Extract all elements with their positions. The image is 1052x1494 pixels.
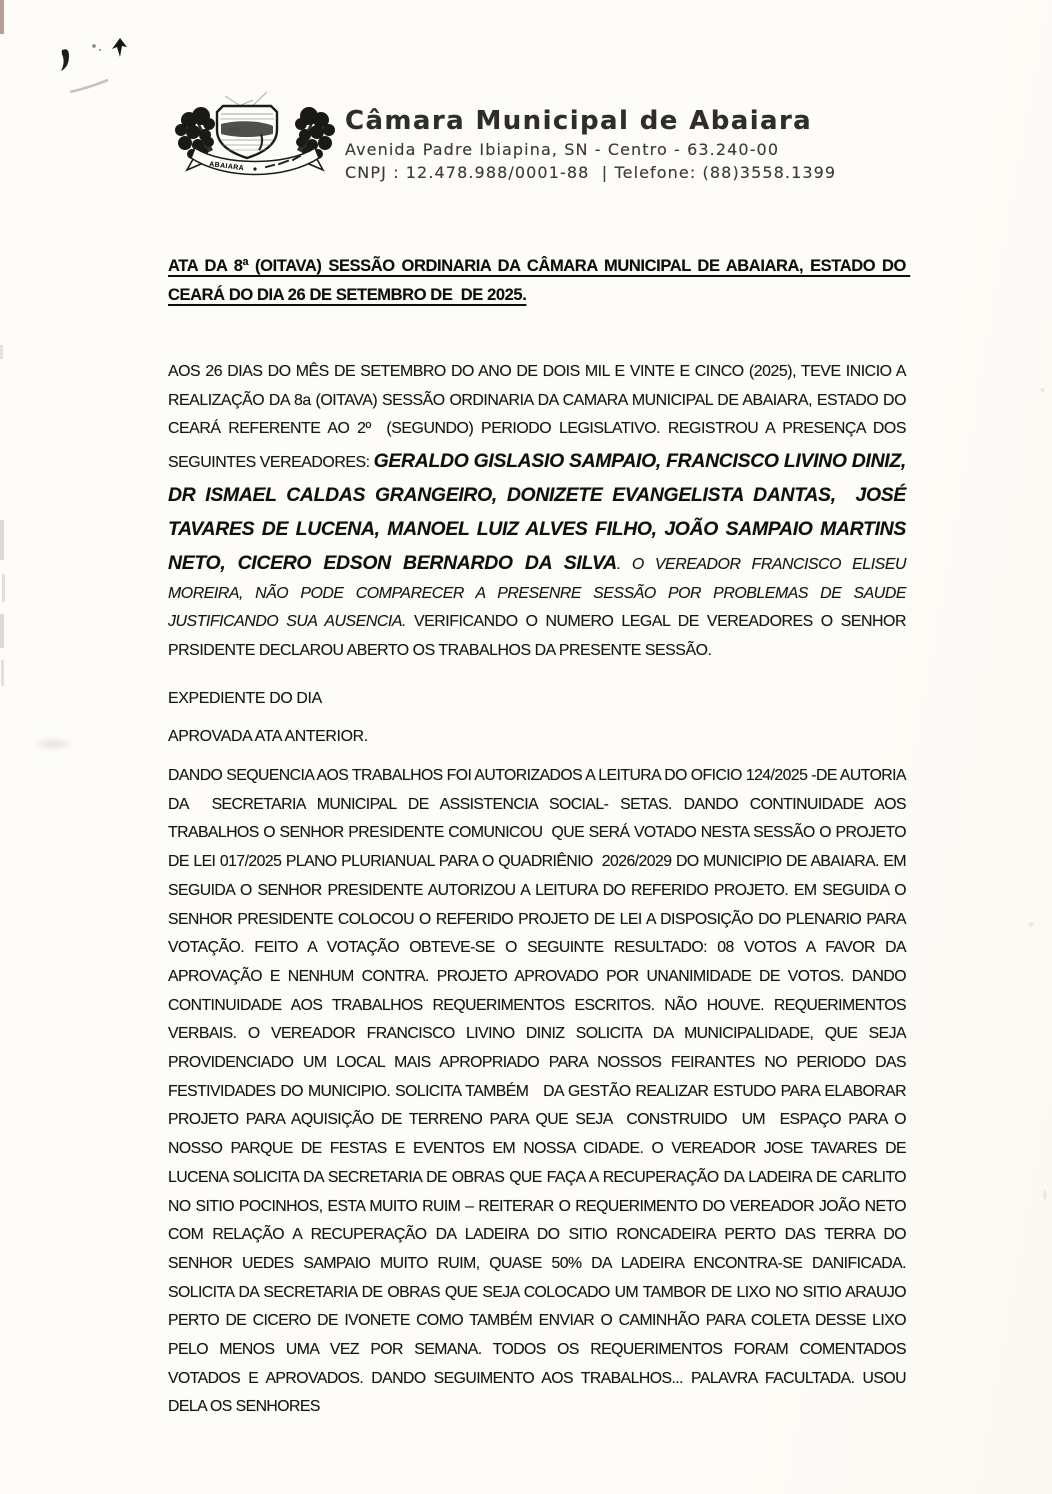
- document-title: ATA DA 8ª (OITAVA) SESSÃO ORDINARIA DA CÂMARA MUNICIPAL DE ABAIARA, ESTADO DO CEARÁ DO DIA 26 DE SETEMBRO DE DE 2025.: [168, 257, 911, 304]
- ink-dot: [99, 49, 101, 51]
- opening-paragraph: [168, 358, 912, 666]
- expediente-heading: EXPEDIENTE DO DIA: [168, 690, 322, 707]
- scan-edge-artifact: [0, 520, 4, 560]
- pencil-stroke: [70, 80, 108, 92]
- proceedings-paragraph: DANDO SEQUENCIA AOS TRABALHOS FOI AUTORIZADOS A LEITURA DO OFICIO 124/2025 -DE AUTORIA DA SECRETARIA MUNICIPAL DE ASSISTENCIA SOCIAL- SETAS. DANDO CONTINUIDADE AOS TRABALHOS O SENHOR PRESIDENTE COMUNICOU QUE SERÁ VOTADO NESTA SESSÃO O PROJETO DE LEI 017/2025 PLANO PLURIANUAL PARA O QUADRIÊNIO 2026/2029 DO MUNICIPIO DE ABAIARA. EM SEGUIDA O SENHOR PRESIDENTE AUTORIZOU A LEITURA DO REFERIDO PROJETO. EM SEGUIDA O SENHOR PRESIDENTE COLOCOU O REFERIDO PROJETO DE LEI A DISPOSIÇÃO DO PLENARIO PARA VOTAÇÃO. FEITO A VOTAÇÃO OBTEVE-SE O SEGUINTE RESULTADO: 08 VOTOS A FAVOR DA APROVAÇÃO E NENHUM CONTRA. PROJETO APROVADO POR UNANIMIDADE DE VOTOS. DANDO CONTINUIDADE AOS TRABALHOS REQUERIMENTOS ESCRITOS. NÃO HOUVE. REQUERIMENTOS VERBAIS. O VEREADOR FRANCISCO LIVINO DINIZ SOLICITA DA MUNICIPALIDADE, QUE SEJA PROVIDENCIADO UM LOCAL MAIS APROPRIADO PARA NOSSOS FEIRANTES NO PERIODO DAS FESTIVIDADES DO MUNICIPIO. SOLICITA TAMBÉM DA GESTÃO REALIZAR ESTUDO PARA ELABORAR PROJETO PARA AQUISIÇÃO DE TERRENO PARA QUE SEJA CONSTRUIDO UM ESPAÇO PARA O NOSSO PARQUE DE FESTAS E EVENTOS EM NOSSA CIDADE. O VEREADOR JOSE TAVARES DE LUCENA SOLICITA DA SECRETARIA DE OBRAS QUE FAÇA A RECUPERAÇÃO DA LADEIRA DE CARLITO NO SITIO POCINHOS, ESTA MUITO RUIM – REITERAR O REQUERIMENTO DO VEREADOR JOÃO NETO COM RELAÇÃO A RECUPERAÇÃO DA LADEIRA DO SITIO RONCADEIRA PERTO DAS TERRA DO SENHOR UEDES SAMPAIO MUITO RUIM, QUASE 50% DA LADEIRA ENCONTRA-SE DANIFICADA. SOLICITA DA SECRETARIA DE OBRAS QUE SEJA COLOCADO UM TAMBOR DE LIXO NO SITIO ARAUJO PERTO DE CICERO DE IVONETE COMO TAMBÉM ENVIAR O CAMINHÃO PARA COLETA DESSE LIXO PELO MENOS UMA VEZ POR SEMANA. TODOS OS REQUERIMENTOS FORAM COMENTADOS VOTADOS E APROVADOS. DANDO SEGUIMENTO AOS TRABALHOS... PALAVRA FACULTADA. USOU DELA OS SENHORES: [168, 767, 910, 1416]
- scan-edge-artifact: [0, 614, 4, 648]
- scan-edge-artifact: [0, 345, 3, 359]
- ata-anterior-status: APROVADA ATA ANTERIOR.: [168, 728, 368, 745]
- scan-speck: [1028, 922, 1034, 927]
- scan-edge-artifact: [1, 660, 4, 686]
- ink-smudge-marks: [48, 28, 158, 103]
- org-registration: CNPJ : 12.478.988/0001-88 | Telefone: (88)3558.1399: [345, 163, 837, 182]
- org-address: Avenida Padre Ibiapina, SN - Centro - 63.240-00: [345, 140, 780, 159]
- ink-dot: [92, 44, 95, 47]
- letterhead: [345, 106, 915, 182]
- scan-edge-artifact: [2, 574, 5, 602]
- crest-shield: [217, 106, 277, 158]
- crest-banner-text: ABAIARA: [208, 161, 245, 173]
- ink-smudge-arrow: [112, 38, 127, 57]
- opening-lead-text: AOS 26 DIAS DO MÊS DE SETEMBRO DO ANO DE DOIS MIL E VINTE E CINCO (2025), TEVE INICIO A REALIZAÇÃO DA 8a (OITAVA) SESSÃO ORDINARIA DA CAMARA MUNICIPAL DE ABAIARA, ESTADO DO CEARÁ REFERENTE AO 2º (SEGUNDO) PERIODO LEGISLATIVO. REGISTROU A PRESENÇA DOS SEGUINTES VEREADORES:: [168, 363, 910, 471]
- quorum-note: VERIFICANDO O NUMERO LEGAL DE VEREADORES O SENHOR PRSIDENTE DECLAROU ABERTO OS TRABALHOS DA PRESENTE SESSÃO.: [168, 613, 910, 659]
- scan-edge-artifact: [0, 0, 4, 34]
- ink-smudge-comma: [61, 49, 69, 71]
- coat-of-arms-icon: [165, 90, 345, 195]
- scan-speck: [1040, 388, 1045, 392]
- crest-banner-dot: [253, 167, 256, 170]
- scan-speck: [1043, 1190, 1047, 1200]
- org-name: Câmara Municipal de Abaiara: [345, 106, 813, 136]
- absence-note: . O VEREADOR FRANCISCO ELISEU MOREIRA, NÃO PODE COMPARECER A PRESENRE SESSÃO POR PROBLEMAS DE SAUDE JUSTIFICANDO SUA AUSENCIA.: [168, 555, 910, 631]
- scan-smudge: [24, 736, 82, 752]
- councilors-present-names: GERALDO GISLASIO SAMPAIO, FRANCISCO LIVINO DINIZ, DR ISMAEL CALDAS GRANGEIRO, DONIZETE EVANGELISTA DANTAS, JOSÉ TAVARES DE LUCENA, MANOEL LUIZ ALVES FILHO, JOÃO SAMPAIO MARTINS NETO, CICERO EDSON BERNARDO DA SILVA: [168, 449, 912, 574]
